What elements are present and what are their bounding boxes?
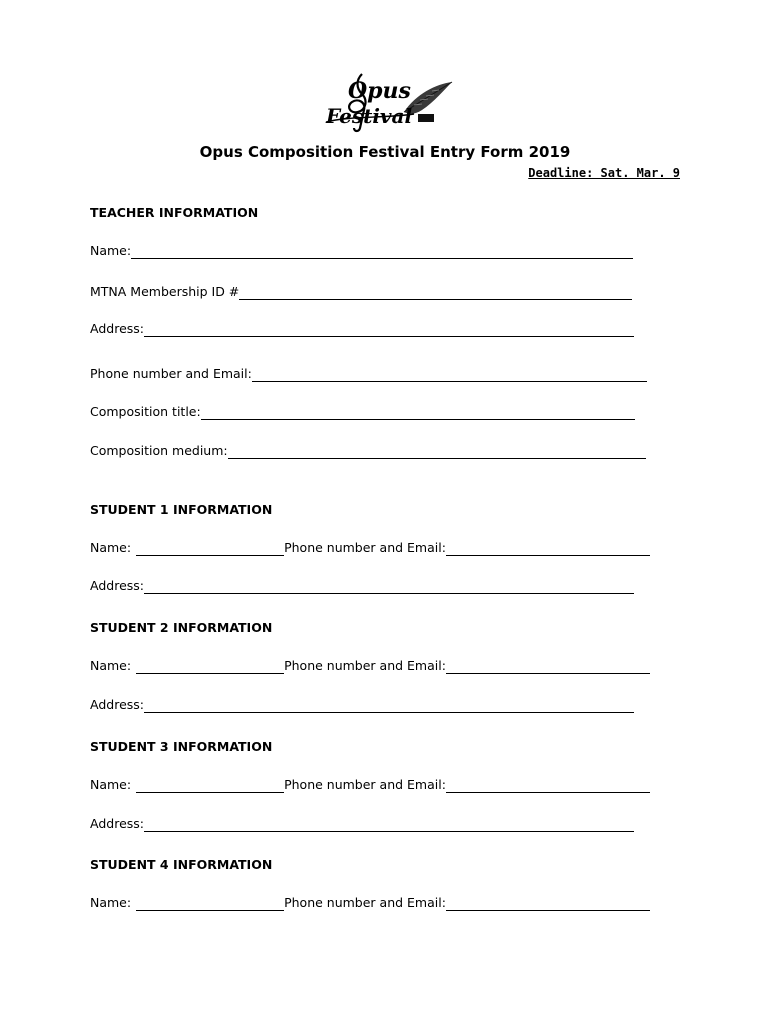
student-3-address-field[interactable]	[144, 817, 634, 832]
student-1-address-label: Address:	[90, 578, 144, 593]
opus-festival-logo	[318, 72, 458, 134]
student-1-phone-email-field[interactable]	[446, 541, 650, 556]
deadline-text: Deadline: Sat. Mar. 9	[528, 166, 680, 180]
student-2-phone-email-field[interactable]	[446, 659, 650, 674]
teacher-name-row	[90, 242, 633, 260]
composition-medium-label: Composition medium:	[90, 443, 228, 458]
student-3-phone-email-field[interactable]	[446, 778, 650, 793]
student-2-name-field[interactable]	[136, 659, 284, 674]
student-1-name-row	[90, 539, 650, 557]
student-2-name-label: Name:	[90, 658, 132, 673]
student-1-name-field[interactable]	[136, 541, 284, 556]
teacher-address-field[interactable]	[144, 322, 634, 337]
student-2-address-row	[90, 696, 634, 714]
logo-word-festival: Festival	[326, 104, 413, 128]
student-3-name-label: Name:	[90, 777, 132, 792]
student-2-address-field[interactable]	[144, 698, 634, 713]
teacher-phone-email-label: Phone number and Email:	[90, 366, 252, 381]
student-4-phone-email-field[interactable]	[446, 896, 650, 911]
ink-pot-icon	[418, 114, 434, 122]
student-1-address-row	[90, 577, 634, 595]
composition-title-field[interactable]	[201, 405, 635, 420]
student-3-heading: STUDENT 3 INFORMATION	[90, 739, 273, 754]
student-4-name-field[interactable]	[136, 896, 284, 911]
student-2-phone-email-label: Phone number and Email:	[284, 658, 446, 673]
teacher-phone-email-row	[90, 365, 647, 383]
teacher-section-heading: TEACHER INFORMATION	[90, 205, 259, 220]
student-4-name-row	[90, 894, 650, 912]
student-2-heading: STUDENT 2 INFORMATION	[90, 620, 273, 635]
student-3-name-field[interactable]	[136, 778, 284, 793]
teacher-address-row	[90, 320, 634, 338]
teacher-mtna-field[interactable]	[239, 285, 632, 300]
teacher-phone-email-field[interactable]	[252, 367, 647, 382]
student-1-name-label: Name:	[90, 540, 132, 555]
logo-word-opus: Opus	[348, 78, 411, 104]
student-4-name-label: Name:	[90, 895, 132, 910]
composition-title-label: Composition title:	[90, 404, 201, 419]
composition-title-row	[90, 403, 635, 421]
composition-medium-field[interactable]	[228, 444, 646, 459]
teacher-mtna-label: MTNA Membership ID #	[90, 284, 240, 299]
student-3-address-row	[90, 815, 634, 833]
student-3-name-row	[90, 776, 650, 794]
student-1-address-field[interactable]	[144, 579, 634, 594]
teacher-name-field[interactable]	[131, 244, 633, 259]
student-1-heading: STUDENT 1 INFORMATION	[90, 502, 273, 517]
student-3-phone-email-label: Phone number and Email:	[284, 777, 446, 792]
student-2-address-label: Address:	[90, 697, 144, 712]
student-3-address-label: Address:	[90, 816, 144, 831]
form-title: Opus Composition Festival Entry Form 2019	[199, 143, 571, 161]
teacher-address-label: Address:	[90, 321, 144, 336]
student-4-phone-email-label: Phone number and Email:	[284, 895, 446, 910]
composition-medium-row	[90, 442, 646, 460]
student-4-heading: STUDENT 4 INFORMATION	[90, 857, 273, 872]
student-2-name-row	[90, 657, 650, 675]
student-1-phone-email-label: Phone number and Email:	[284, 540, 446, 555]
teacher-mtna-row	[90, 283, 632, 301]
teacher-name-label: Name:	[90, 243, 132, 258]
